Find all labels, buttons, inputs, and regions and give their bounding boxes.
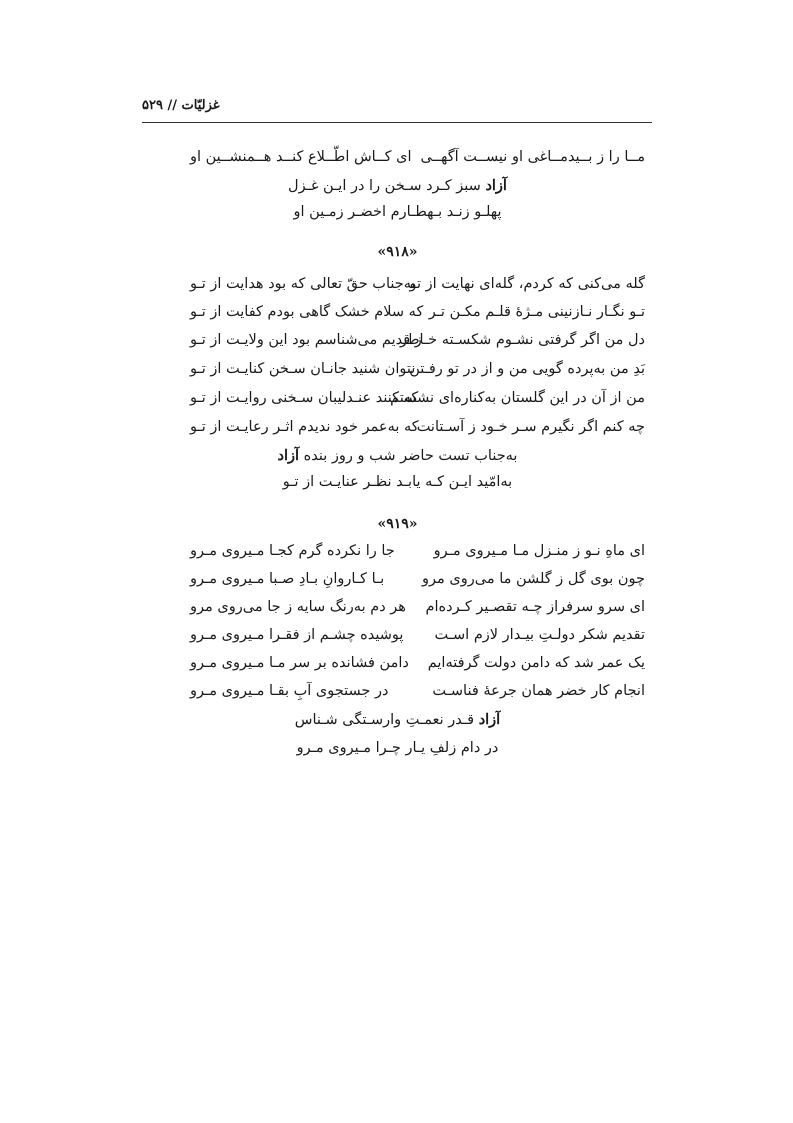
header-rule (142, 122, 652, 123)
hemistich-right: بَدِ من به‌پرده گویی من و از در تو رفـتن (409, 361, 645, 377)
couplet (150, 298, 645, 326)
hemistich-right: چه کنم اگر نگیرم سـر خـود ز آسـتانت (416, 419, 645, 435)
closing-text: به‌جناب تست حاضر شب و روز بنده (299, 448, 518, 464)
running-header (142, 98, 652, 118)
closing-text: قـدر نعمـتِ وارسـتگی شـناس (294, 712, 479, 728)
couplet (150, 326, 645, 354)
hemistich-left: پوشیده چشـم از فقـرا مـیروی مـرو (190, 627, 404, 643)
closing-line (150, 172, 645, 200)
hemistich-left: ز قدیم می‌شناسم بود این ولایـت از تـو (190, 332, 422, 348)
hemistich-right: انجام کار خضر همان جرعهٔ فناسـت (432, 683, 645, 699)
hemistich-right: دل من اگر گرفتی نشـوم شکسـته خـاطر (399, 332, 645, 348)
hemistich-left: ای کــاش اطّــلاع کنــد هــمنشــین او (190, 149, 412, 165)
hemistich-left: در جستجوی آبِ بقـا مـیروی مـرو (190, 683, 389, 699)
hemistich-left: که کنند عنـدلیبان سـخنی روایـت از تـو (190, 390, 419, 406)
closing-text: سبز کـرد سـخن را در ایـن غـزل (288, 178, 486, 194)
couplet (150, 593, 645, 621)
hemistich-right: چون بوی گل ز گلشن ما می‌روی مرو (422, 571, 645, 587)
hemistich-right: تـو نگـار نـازنینی مـژهٔ قلـم مکـن تـر (428, 304, 645, 320)
couplet (150, 649, 645, 677)
poem-number: «۹۱۹» (377, 516, 418, 532)
closing-line (150, 468, 645, 496)
closing-line (150, 442, 645, 470)
hemistich-right: یک عمر شد که دامن دولت گرفته‌ایم (427, 655, 645, 671)
closing-text: در دام زلفِ یـار چـرا مـیروی مـرو (296, 740, 499, 756)
couplet (150, 384, 645, 412)
poem-number: «۹۱۸» (377, 244, 418, 260)
couplet (150, 565, 645, 593)
closing-text: به‌امّید ایـن کـه یابـد نظـر عنایـت از تـو (282, 474, 513, 490)
hemistich-right: تقدیم شکر دولـتِ بیـدار لازم اسـت (434, 627, 645, 643)
hemistich-left: به‌جناب حقّ تعالی که بود هدایت از تـو (190, 276, 416, 292)
page-header-text: غزلیّات // ۵۲۹ (142, 98, 220, 113)
couplet (150, 143, 645, 171)
pen-name: آزاد (277, 447, 300, 464)
hemistich-right: من از آن در این گلستان به‌کناره‌ای نشستم (390, 390, 645, 406)
pen-name: آزاد (485, 177, 507, 194)
hemistich-left: بـا کـاروانِ بـادِ صـبا مـیروی مـرو (190, 571, 385, 587)
closing-line (150, 734, 645, 762)
couplet (150, 537, 645, 565)
couplet (150, 413, 645, 441)
hemistich-left: که سلام خشک گاهی بودم کفایت از تـو (190, 304, 424, 320)
couplet (150, 677, 645, 705)
hemistich-left: جا را نکرده گرم کجـا مـیروی مـرو (190, 543, 395, 559)
hemistich-left: نتوان شنید جانـان سـخن کنایـت از تـو (190, 361, 416, 377)
hemistich-left: دامن فشانده بر سر مـا مـیروی مـرو (190, 655, 409, 671)
hemistich-right: ای ماهِ نـو ز منـزل مـا مـیروی مـرو (433, 543, 645, 559)
closing-text: پهلـو زنـد بـهطـارم اخضـر زمـین او (293, 204, 502, 220)
hemistich-right: ای سرو سرفراز چـه تقصـیر کـرده‌ام (425, 599, 645, 615)
couplet (150, 270, 645, 298)
hemistich-right: مــا را ز بــیدمــاغی او نیســت آگهــی (420, 149, 645, 165)
couplet (150, 621, 645, 649)
closing-line (150, 198, 645, 226)
couplet (150, 355, 645, 383)
closing-line (150, 706, 645, 734)
pen-name: آزاد (478, 711, 501, 728)
hemistich-right: گله می‌کنی که کردم، گله‌ای نهایت از تو (409, 276, 645, 292)
hemistich-left: هر دم به‌رنگ سایه ز جا می‌روی مرو (190, 599, 406, 615)
hemistich-left: که به‌عمر خود ندیدم اثـر رعایـت از تـو (190, 419, 419, 435)
